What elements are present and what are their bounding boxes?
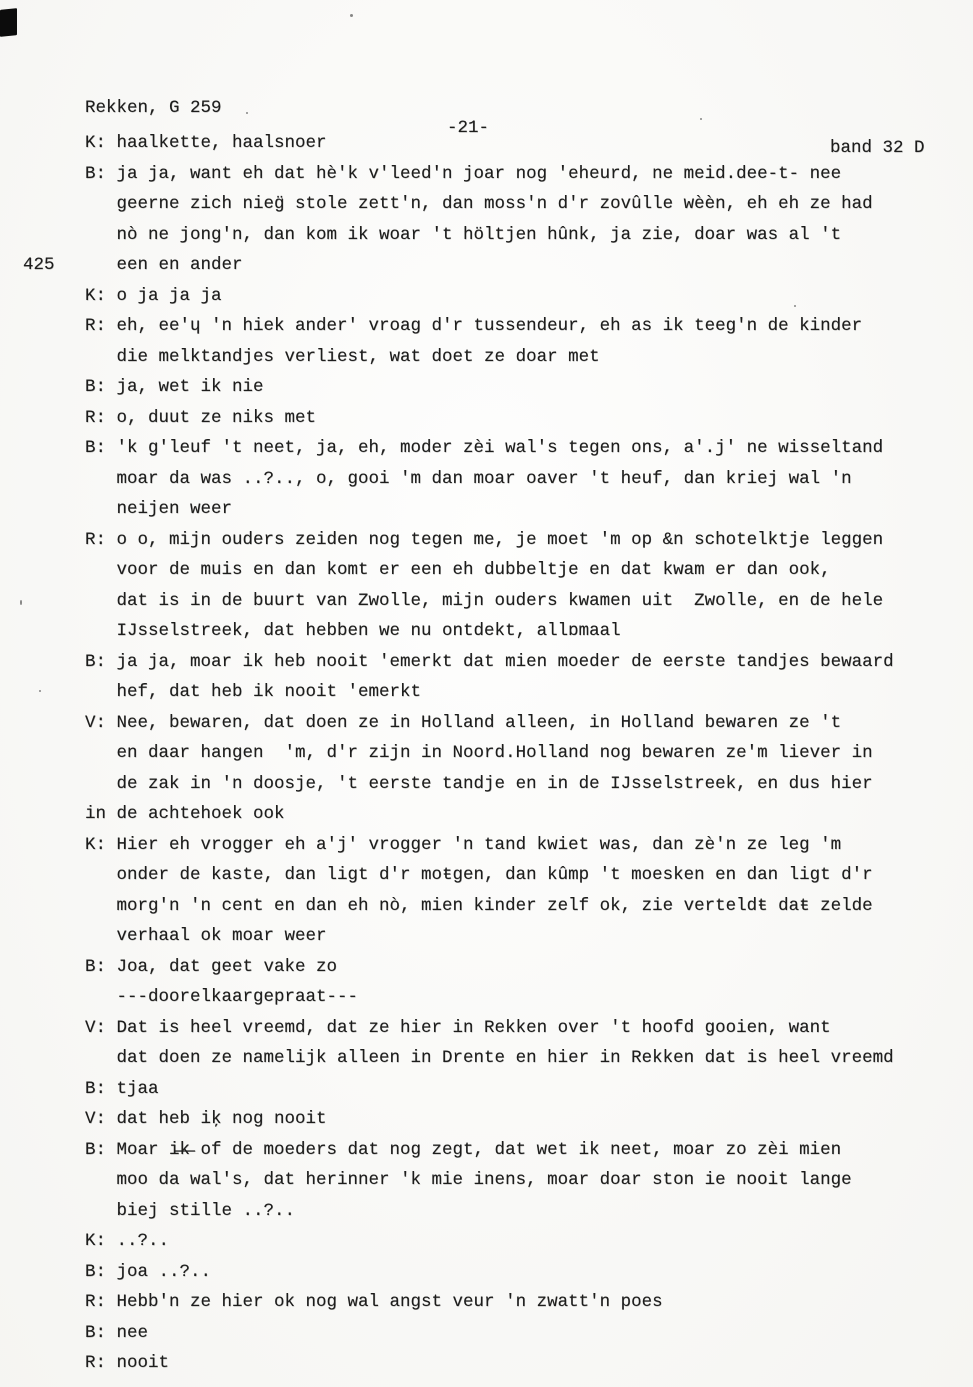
transcript-line xyxy=(85,433,945,464)
line-text: ---doorelkaargepraat--- xyxy=(116,987,359,1007)
speaker-label: B: xyxy=(85,651,117,672)
line-text: o o, mijn ouders zeiden nog tegen me, je moet 'm op &n schotelktje leggen xyxy=(116,529,884,550)
transcript-line xyxy=(85,1318,945,1349)
transcript-line xyxy=(85,982,945,1013)
transcript-line xyxy=(85,769,945,800)
speaker-label: B: xyxy=(85,1322,117,1343)
transcript-line xyxy=(85,372,945,403)
line-text: haalkette, haalsnoer xyxy=(116,133,327,153)
transcript-line xyxy=(85,952,945,983)
speaker-label: B: xyxy=(85,438,117,458)
transcript-line xyxy=(85,738,945,769)
transcript-line xyxy=(85,1104,945,1135)
transcript-line xyxy=(85,586,945,617)
line-text: morg'n 'n cent en dan eh nò, mien kinder zelf ok, zie verteldŧ daŧ zelde xyxy=(116,895,873,916)
transcript-line xyxy=(85,525,945,556)
transcript-line xyxy=(85,403,945,434)
line-text: ja ja, moar ik heb nooit 'emerkt dat mien moeder de eerste tandjes bewaard xyxy=(116,651,894,672)
transcript-line xyxy=(85,189,945,220)
transcript-line xyxy=(85,891,945,922)
transcript-line xyxy=(85,464,945,495)
speaker-label: R: xyxy=(85,407,117,428)
line-text: o, duut ze niks met xyxy=(116,407,317,428)
speaker-label: B: xyxy=(85,956,117,977)
transcript-line xyxy=(85,708,945,739)
line-text: Moar i̶k̶ of de moeders dat nog zegt, dat wet ik neet, moar zo zèi mien xyxy=(116,1139,842,1160)
line-text: geerne zich nieg̈ stole zett'n, dan moss'n d'r zovûlle wèèn, eh eh ze had xyxy=(116,194,873,214)
line-text: een en ander xyxy=(116,255,243,275)
line-text: joa ..?.. xyxy=(116,1261,212,1282)
transcript-line xyxy=(85,1013,945,1044)
speaker-label: R: xyxy=(85,1292,117,1312)
transcript-line xyxy=(85,1043,945,1074)
transcript-line xyxy=(23,250,945,281)
transcript-line xyxy=(85,159,945,190)
transcript-line xyxy=(85,830,945,861)
tape-band-label: band 32 D xyxy=(830,138,925,158)
speaker-label: R: xyxy=(85,1353,117,1373)
line-text: dat heb iķ nog nooit xyxy=(116,1109,327,1129)
speaker-label: V: xyxy=(85,1109,117,1129)
scan-speck xyxy=(39,690,41,692)
line-text: Dat is heel vreemd, dat ze hier in Rekken over 't hoofd gooien, want xyxy=(116,1017,831,1038)
line-text: Nee, bewaren, dat doen ze in Holland alleen, in Holland bewaren ze 't xyxy=(116,712,842,733)
line-text: moo da wal's, dat herinner 'k mie inens, moar doar ston ie nooit lange xyxy=(116,1170,852,1190)
transcript-line xyxy=(85,128,945,159)
transcript-line xyxy=(85,311,945,342)
speaker-label: B: xyxy=(85,1261,117,1282)
transcript-line xyxy=(85,1165,945,1196)
line-text: in de achtehoek ook xyxy=(85,804,285,824)
scan-speck xyxy=(246,112,248,114)
speaker-label: K: xyxy=(85,1231,117,1251)
scan-speck xyxy=(350,14,353,17)
line-text: ja, wet ik nie xyxy=(116,377,264,397)
line-text: voor de muis en dan komt er een eh dubbeltje en dat kwam er dan ook, xyxy=(116,560,831,580)
line-text: die melktandjes verliest, wat doet ze doar met xyxy=(116,346,600,367)
speaker-label: B: xyxy=(85,1078,117,1099)
line-text: dat is in de buurt van Zwolle, mijn ouders kwamen uit Zwolle, en de hele xyxy=(116,590,884,611)
transcript-line xyxy=(85,799,945,830)
document-title: Rekken, G 259 xyxy=(85,98,222,118)
line-text: ..?.. xyxy=(116,1231,170,1251)
speaker-label: K: xyxy=(85,285,117,306)
line-text: IJsselstreek, dat hebben we nu ontdekt, allɒmaal xyxy=(116,621,621,641)
scan-speck xyxy=(700,118,702,120)
line-text: moar da was ..?.., o, gooi 'm dan moar oaver 't heuf, dan kriej wal 'n xyxy=(116,468,852,489)
line-text: onder de kaste, dan ligt d'r moŧgen, dan kûmp 't moesken en dan ligt d'r xyxy=(116,865,873,885)
line-text: Joa, dat geet vake zo xyxy=(116,956,338,977)
transcript-line xyxy=(85,220,945,251)
line-text: o ja ja ja xyxy=(116,285,222,306)
line-text: 'k g'leuf 't neet, ja, eh, moder zèi wal's tegen ons, a'.j' ne wisseltand xyxy=(116,438,884,458)
transcript-line xyxy=(85,281,945,312)
speaker-label: B: xyxy=(85,377,117,397)
transcript-line xyxy=(85,860,945,891)
line-text: de zak in 'n doosje, 't eerste tandje en in de IJsselstreek, en dus hier xyxy=(116,773,873,794)
line-text: neijen weer xyxy=(116,499,233,519)
line-counter: 425 xyxy=(23,255,55,275)
speaker-label: K: xyxy=(85,834,117,855)
line-text: en daar hangen 'm, d'r zijn in Noord.Holland nog bewaren ze'm liever in xyxy=(116,743,873,763)
scan-artifact-mark xyxy=(0,8,17,37)
speaker-label: V: xyxy=(85,1017,117,1038)
transcript-line xyxy=(85,1348,945,1379)
line-text: tjaa xyxy=(116,1078,159,1099)
line-text: eh, ee'ɥ 'n hiek ander' vroag d'r tussendeur, eh as ik teeg'n de kinder xyxy=(116,316,863,336)
transcript-line xyxy=(85,616,945,647)
page-number: -21- xyxy=(447,118,490,138)
transcript-body xyxy=(23,128,945,1379)
line-text: Hier eh vrogger eh a'j' vrogger 'n tand kwiet was, dan zè'n ze leg 'm xyxy=(116,834,842,855)
transcript-line xyxy=(85,1135,945,1166)
line-text: nee xyxy=(116,1322,149,1343)
line-text: Hebb'n ze hier ok nog wal angst veur 'n zwatt'n poes xyxy=(116,1292,663,1312)
speaker-label: V: xyxy=(85,712,117,733)
speaker-label: K: xyxy=(85,133,117,153)
speaker-label: R: xyxy=(85,529,117,550)
transcript-line xyxy=(85,555,945,586)
line-text: biej stille ..?.. xyxy=(116,1200,296,1221)
speaker-label: B: xyxy=(85,1139,117,1160)
line-text: dat doen ze namelijk alleen in Drente en hier in Rekken dat is heel vreemd xyxy=(116,1048,894,1068)
transcript-line xyxy=(85,494,945,525)
transcript-line xyxy=(85,1196,945,1227)
scan-speck xyxy=(20,600,22,605)
line-text: hef, dat heb ik nooit 'emerkt xyxy=(116,682,422,702)
transcript-line xyxy=(85,1074,945,1105)
line-text: verhaal ok moar weer xyxy=(116,926,327,946)
speaker-label: R: xyxy=(85,316,117,336)
transcript-line xyxy=(85,921,945,952)
line-text: ja ja, want eh dat hè'k v'leed'n joar nog 'eheurd, ne meid.dee-t- nee xyxy=(116,163,842,184)
line-text: nò ne jong'n, dan kom ik woar 't höltjen hûnk, ja zie, doar was al 't xyxy=(116,224,842,245)
transcript-line xyxy=(85,1287,945,1318)
speaker-label: B: xyxy=(85,163,117,184)
transcript-line xyxy=(85,647,945,678)
transcript-line xyxy=(85,1226,945,1257)
line-text: nooit xyxy=(116,1353,170,1373)
transcript-line xyxy=(85,342,945,373)
transcript-line xyxy=(85,1257,945,1288)
transcript-line xyxy=(85,677,945,708)
